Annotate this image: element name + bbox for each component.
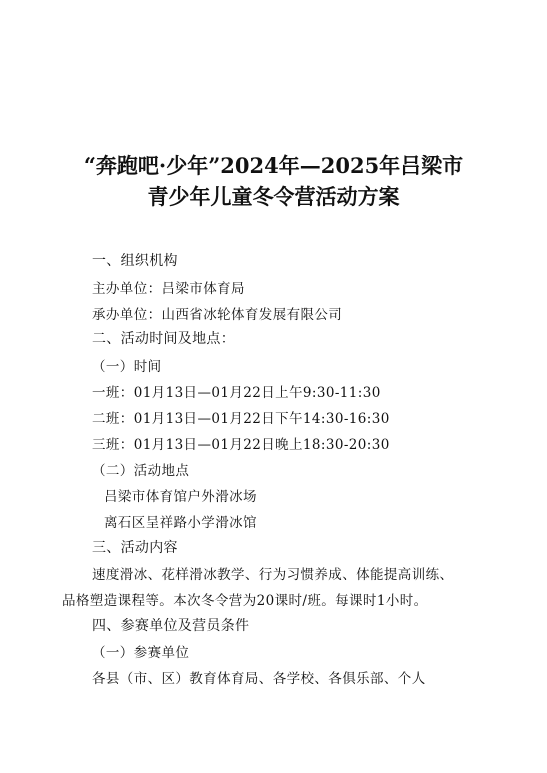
participating-units-body: 各县（市、区）教育体育局、各学校、各俱乐部、个人 [92, 671, 426, 687]
subheading-participating-units: （一）参赛单位 [92, 645, 190, 661]
section-heading-time-place: 二、活动时间及地点： [92, 331, 235, 347]
section-heading-organization: 一、组织机构 [92, 253, 178, 269]
venue-2: 离石区呈祥路小学滑冰馆 [104, 515, 257, 531]
content-body-line-2: 品格塑造课程等。本次冬令营为20课时/班。每课时1小时。 [62, 593, 428, 609]
document-title-line-1: “奔跑吧·少年”2024年—2025年吕梁市 [83, 153, 464, 178]
venue-1: 吕梁市体育馆户外滑冰场 [104, 489, 257, 505]
section-heading-content: 三、活动内容 [92, 540, 178, 556]
subheading-venue: （二）活动地点 [92, 463, 190, 479]
document-title-line-2: 青少年儿童冬令营活动方案 [147, 184, 400, 209]
organizer-line: 主办单位：吕梁市体育局 [92, 281, 245, 297]
content-body-line-1: 速度滑冰、花样滑冰教学、行为习惯养成、体能提高训练、 [92, 567, 454, 583]
class-1-schedule: 一班：01月13日—01月22日上午9:30-11:30 [92, 385, 381, 401]
class-3-schedule: 三班：01月13日—01月22日晚上18:30-20:30 [92, 437, 390, 453]
subheading-time: （一）时间 [92, 359, 162, 375]
section-heading-participants: 四、参赛单位及营员条件 [92, 618, 250, 634]
undertaker-line: 承办单位：山西省冰轮体育发展有限公司 [92, 307, 343, 323]
class-2-schedule: 二班：01月13日—01月22日下午14:30-16:30 [92, 411, 390, 427]
